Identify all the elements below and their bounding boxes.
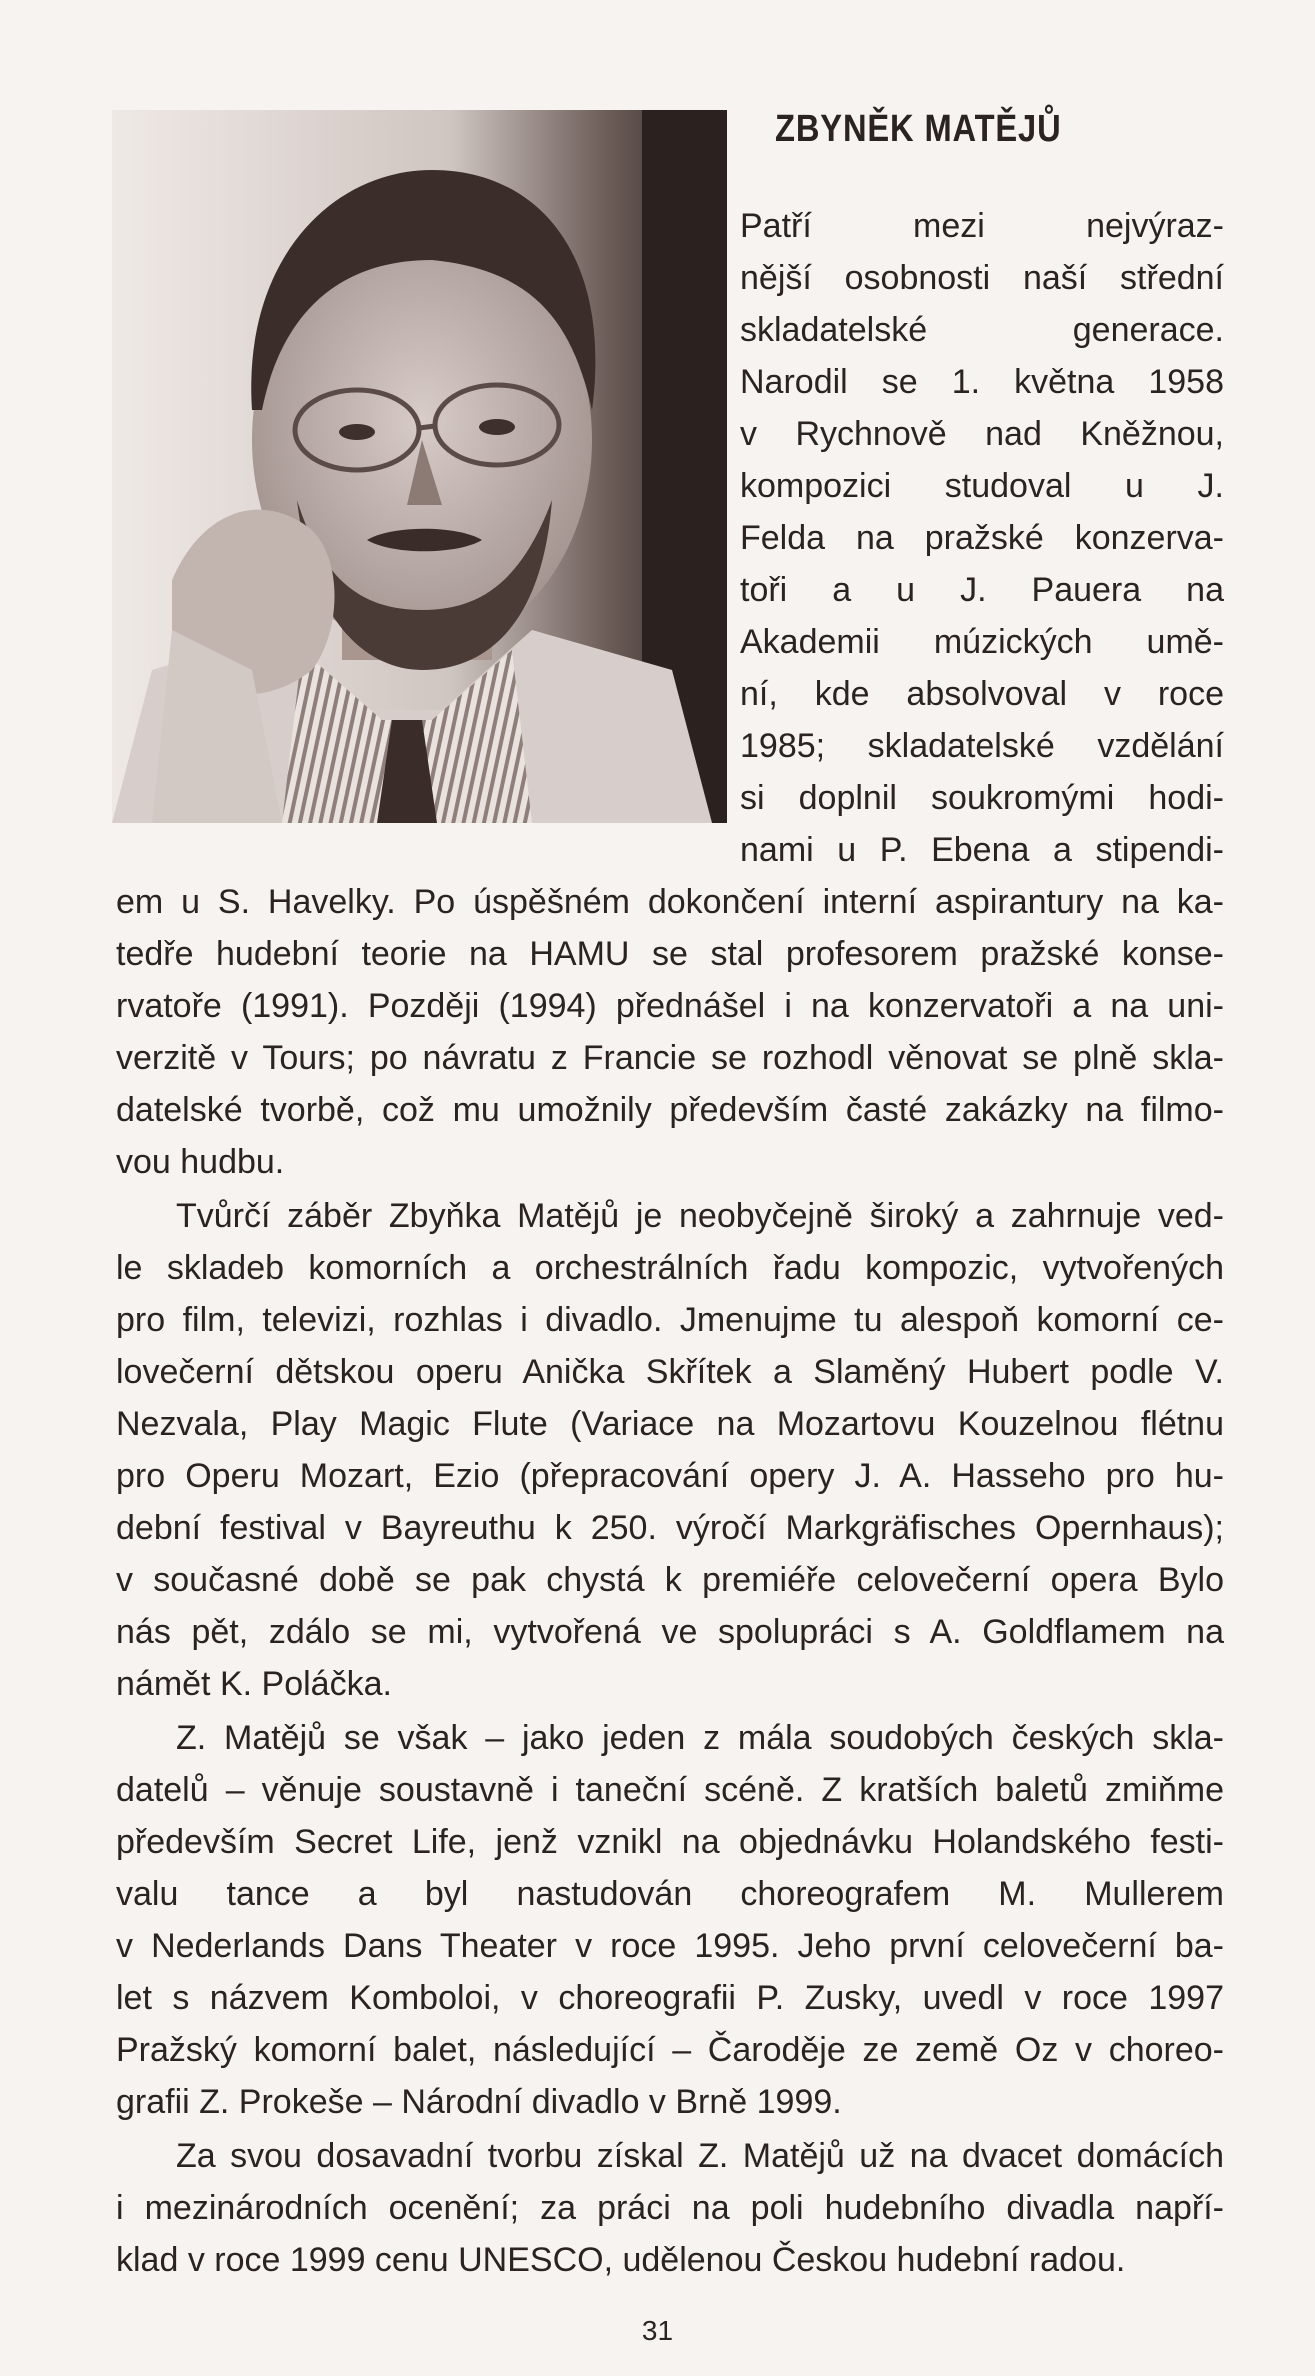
text-line: tedře hudební teorie na HAMU se stal profesorem pražské konse- [116,935,1224,973]
text-line: pro film, televizi, rozhlas i divadlo. Jmenujme tu alespoň komorní ce- [116,1301,1224,1339]
portrait-illustration [112,110,727,823]
text-line: datelů – věnuje soustavně i taneční scéně. Z kratších baletů zmiňme [116,1771,1224,1809]
text-line: em u S. Havelky. Po úspěšném dokončení interní aspirantury na ka- [116,883,1224,921]
text-line: rvatoře (1991). Později (1994) přednášel i na konzervatoři a na uni- [116,987,1224,1025]
text-line: Z. Matějů se však – jako jeden z mála soudobých českých skla- [176,1719,1224,1757]
text-line: nami u P. Ebena a stipendi- [740,831,1224,869]
text-line: klad v roce 1999 cenu UNESCO, udělenou Českou hudební radou. [116,2241,1126,2279]
text-line: let s názvem Komboloi, v choreografii P. Zusky, uvedl v roce 1997 [116,1979,1224,2017]
text-line: Pražský komorní balet, následující – Čaroděje ze země Oz v choreo- [116,2031,1224,2069]
text-line: pro Operu Mozart, Ezio (přepracování opery J. A. Hasseho pro hu- [116,1457,1224,1495]
text-line: le skladeb komorních a orchestrálních řadu kompozic, vytvořených [116,1249,1224,1287]
text-line: lovečerní dětskou operu Anička Skřítek a Slaměný Hubert podle V. [116,1353,1224,1391]
text-line: dební festival v Bayreuthu k 250. výročí Markgräfisches Opernhaus); [116,1509,1224,1547]
text-line: Nezvala, Play Magic Flute (Variace na Mozartovu Kouzelnou flétnu [116,1405,1224,1443]
text-line: nás pět, zdálo se mi, vytvořená ve spolupráci s A. Goldflamem na [116,1613,1224,1651]
text-line: toři a u J. Pauera na [740,571,1224,609]
text-line: vou hudbu. [116,1143,285,1181]
text-line: grafii Z. Prokeše – Národní divadlo v Brně 1999. [116,2083,842,2121]
text-line: nější osobnosti naší střední [740,259,1224,297]
text-line: v Nederlands Dans Theater v roce 1995. Jeho první celovečerní ba- [116,1927,1224,1965]
text-line: Tvůrčí záběr Zbyňka Matějů je neobyčejně široký a zahrnuje ved- [176,1197,1224,1235]
text-line: v Rychnově nad Kněžnou, [740,415,1224,453]
text-line: si doplnil soukromými hodi- [740,779,1224,817]
text-line: Narodil se 1. května 1958 [740,363,1224,401]
text-line: Felda na pražské konzerva- [740,519,1224,557]
text-line: verzitě v Tours; po návratu z Francie se rozhodl věnovat se plně skla- [116,1039,1224,1077]
text-line: Za svou dosavadní tvorbu získal Z. Matějů už na dvacet domácích [176,2137,1224,2175]
article-title: ZBYNĚK MATĚJŮ [775,108,1062,150]
portrait-photo [112,110,727,823]
text-line: skladatelské generace. [740,311,1224,349]
text-line: námět K. Poláčka. [116,1665,392,1703]
text-line: datelské tvorbě, což mu umožnily především časté zakázky na filmo- [116,1091,1224,1129]
page-number: 31 [641,2315,674,2346]
text-line: Akademii múzických umě- [740,623,1224,661]
text-line: kompozici studoval u J. [740,467,1224,505]
text-line: i mezinárodních ocenění; za práci na poli hudebního divadla napří- [116,2189,1224,2227]
text-line: 1985; skladatelské vzdělání [740,727,1224,765]
text-line: v současné době se pak chystá k premiéře celovečerní opera Bylo [116,1561,1224,1599]
text-line: především Secret Life, jenž vznikl na objednávku Holandského festi- [116,1823,1224,1861]
text-line: Patří mezi nejvýraz- [740,207,1224,245]
text-line: valu tance a byl nastudován choreografem M. Mullerem [116,1875,1224,1913]
text-line: ní, kde absolvoval v roce [740,675,1224,713]
